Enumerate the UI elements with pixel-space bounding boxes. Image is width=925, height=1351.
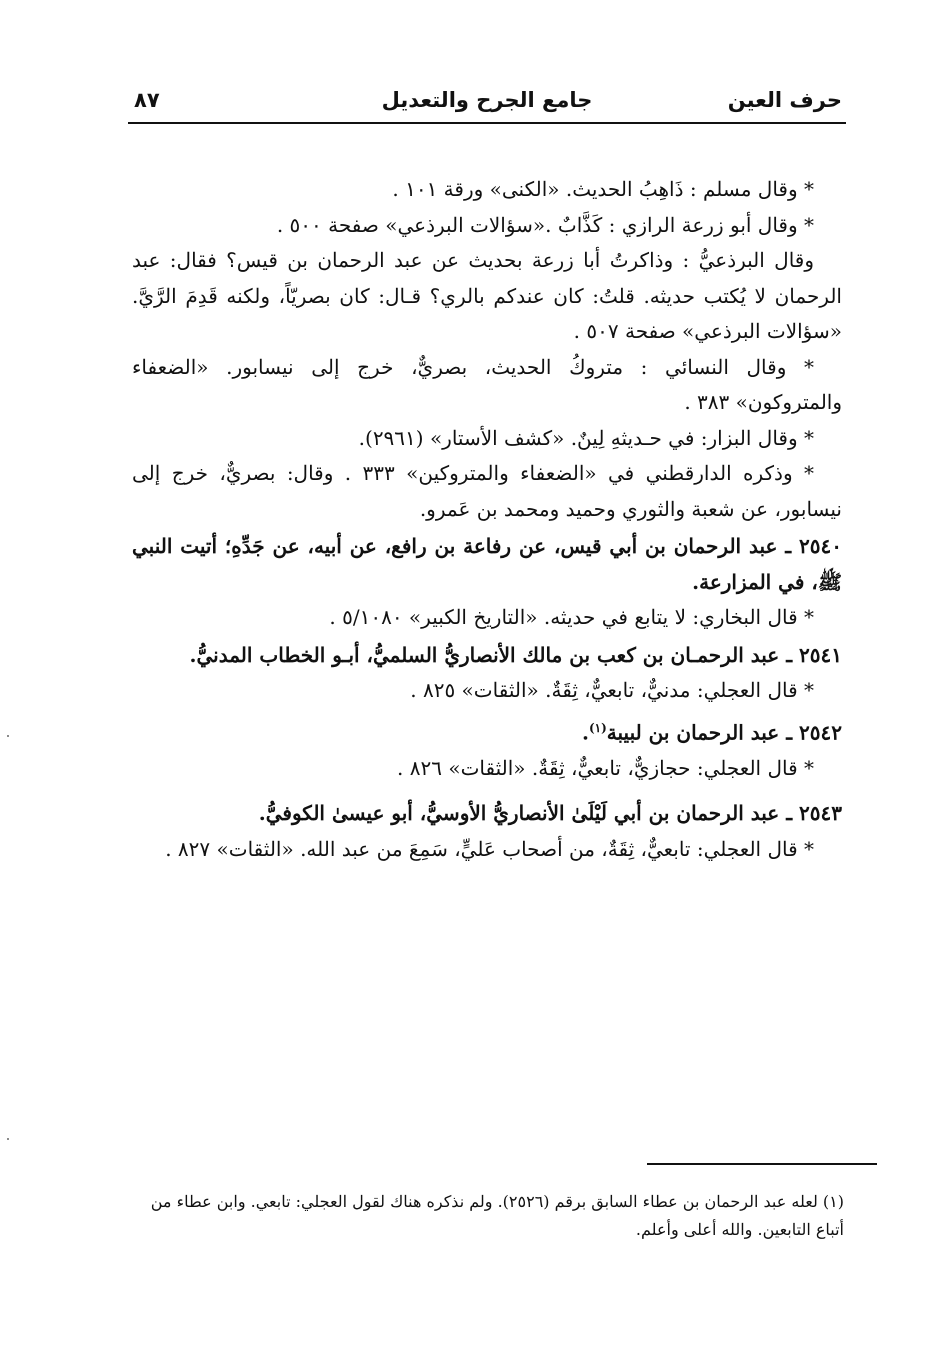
footnote-separator [647, 1163, 877, 1165]
entry-2542-heading-text: ٢٥٤٢ ـ عبد الرحمان بن لبيبة [606, 720, 842, 745]
entry-2541-heading: ٢٥٤١ ـ عبد الرحمـان بن كعب بن مالك الأنصاريُّ السلميُّ، أبـو الخطاب المدنيُّ. [189, 642, 842, 667]
entry-2542-heading-end: . [581, 720, 589, 745]
page-number: ٨٧ [134, 88, 160, 112]
main-text [132, 172, 842, 867]
entry-2543-note: * قال العجلي: تابعيٌّ، ثِقَةٌ، من أصحاب عَليٍّ، سَمِعَ من عبد الله. «الثقات» ٨٢٧ . [165, 836, 814, 861]
paragraph-nasai: * وقال النسائي : متروكُ الحديث، بصريٌّ، خرج إلى نيسابور. «الضعفاء والمتروكون» ٣٨٣ . [132, 354, 842, 414]
footnote-marker: (١) [588, 720, 607, 735]
paragraph-bazzar: * وقال البزار: في حـديثهِ لِينٌ. «كشف الأستار» (٢٩٦١). [358, 425, 814, 450]
entry-2542-note: * قال العجلي: حجازيٌّ، تابعيٌّ، ثِقَةٌ. «الثقات» ٨٢٦ . [397, 755, 814, 780]
running-header [128, 82, 846, 124]
entry-2541-note: * قال العجلي: مدنيٌّ، تابعيٌّ، ثِقَةٌ. «الثقات» ٨٢٥ . [410, 678, 814, 702]
entry-2543-heading: ٢٥٤٣ ـ عبد الرحمان بن أبي لَيْلَىٰ الأنصاريُّ الأوسيُّ، أبو عيسىٰ الكوفيُّ. [258, 801, 842, 826]
entry-2540-note: * قال البخاري: لا يتابع في حديثه. «التاريخ الكبير» ٥/١٠٨٠ . [329, 605, 814, 629]
chapter-title: حرف العين [727, 88, 842, 112]
entry-2542-heading [132, 711, 842, 751]
scan-speck [7, 735, 9, 737]
book-title: جامع الجرح والتعديل [381, 88, 593, 112]
paragraph-daraqutni: * وذكره الدارقطني في «الضعفاء والمتروكين» ٣٣٣ . وقال: بصريٌّ، خرج إلى نيسابور، عن شعبة والثوري وحميد ومحمد بن عَمرو. [132, 461, 842, 521]
paragraph-abu-zura: * وقال أبو زرعة الرازي : كَذَّابٌ .«سؤالات البرذعي» صفحة ٥٠٠ . [276, 212, 814, 237]
footnote: (١) لعله عبد الرحمان بن عطاء السابق برقم (٢٥٢٦). ولم نذكره هناك لقول العجلي: تابعي. وابن عطاء من أتباع التابعين. والله أعلى وأعلم. [150, 1192, 844, 1239]
paragraph-bardhai: وقال البرذعيُّ : وذاكرتُ أبا زرعة بحديث عن عبد الرحمان بن قيس؟ فقال: عبد الرحمان لا يُكتب حديثه. قلتُ: كان عندكم بالري؟ قـال: كان بصريّاً، ولكنه قَدِمَ الرَّيَّ. «سؤالات البرذعي» صفحة ٥٠٧ . [132, 248, 842, 343]
scan-speck [7, 1138, 9, 1140]
paragraph-muslim: * وقال مسلم : ذَاهِبُ الحديث. «الكنى» ورقة ١٠١ . [392, 177, 814, 201]
entry-2540-heading: ٢٥٤٠ ـ عبد الرحمان بن أبي قيس، عن رفاعة بن رافع، عن أبيه، عن جَدِّهِ؛ أتيت النبي ﷺ، في المزارعة. [132, 534, 842, 594]
